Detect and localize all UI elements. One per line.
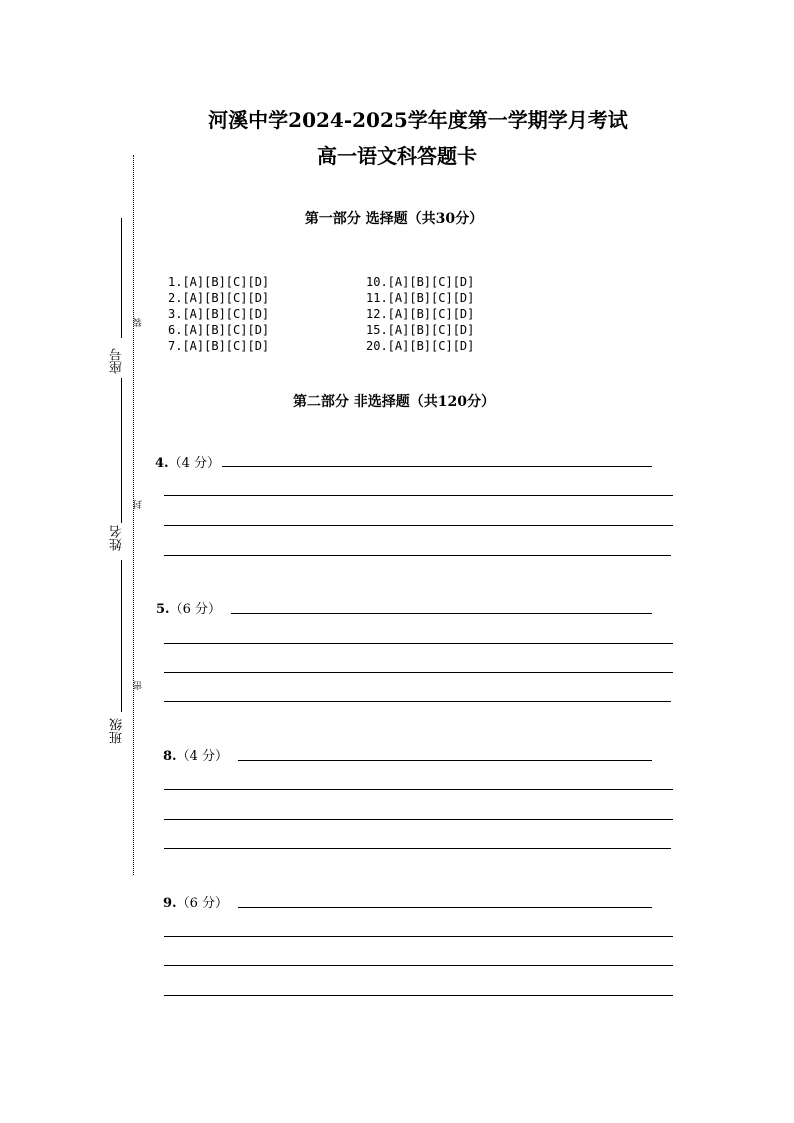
question-label-8	[163, 745, 228, 764]
answer-line[interactable]	[164, 848, 671, 849]
choice-left[interactable]: 1.[A][B][C][D]	[168, 275, 270, 289]
question-number: 4.	[155, 456, 169, 471]
part1-heading: 第一部分 选择题（共30分）	[304, 211, 484, 227]
question-score: （6 分）	[169, 602, 221, 617]
class-label: 班级	[110, 718, 125, 744]
choice-row	[168, 274, 474, 290]
answer-line[interactable]	[164, 525, 673, 526]
answer-line[interactable]	[164, 819, 673, 820]
part2-heading: 第二部分 非选择题（共120分）	[292, 394, 496, 410]
binding-mark-feng: 封	[134, 500, 144, 509]
answer-line[interactable]	[164, 701, 671, 702]
binding-mark-mi: 密	[134, 681, 144, 690]
question-score: （4 分）	[168, 456, 220, 471]
question-label-4	[155, 452, 220, 471]
answer-line[interactable]	[164, 643, 673, 644]
choice-left[interactable]: 6.[A][B][C][D]	[168, 323, 270, 337]
exam-title: 河溪中学2024-2025学年度第一学期学月考试	[208, 108, 628, 132]
question-number: 9.	[163, 896, 177, 911]
question-score: （4 分）	[176, 749, 228, 764]
seat-number-label: 座号	[110, 348, 125, 374]
answer-line[interactable]	[164, 672, 673, 673]
question-number: 8.	[163, 749, 177, 764]
answer-line[interactable]	[164, 965, 673, 966]
answer-line[interactable]	[164, 995, 673, 996]
binding-mark-zhuang: 装	[134, 318, 144, 327]
answer-line[interactable]	[238, 907, 652, 908]
choice-left[interactable]: 7.[A][B][C][D]	[168, 339, 270, 353]
choice-right[interactable]: 10.[A][B][C][D]	[366, 275, 475, 289]
answer-sheet-title: 高一语文科答题卡	[317, 144, 477, 168]
choice-row	[168, 290, 474, 306]
answer-line[interactable]	[164, 936, 673, 937]
choice-right[interactable]: 12.[A][B][C][D]	[366, 307, 475, 321]
choice-left[interactable]: 3.[A][B][C][D]	[168, 307, 270, 321]
answer-line[interactable]	[164, 789, 673, 790]
choice-right[interactable]: 20.[A][B][C][D]	[366, 339, 475, 353]
answer-line[interactable]	[231, 613, 652, 614]
choice-row	[168, 306, 474, 322]
question-label-5	[156, 598, 221, 617]
choice-left[interactable]: 2.[A][B][C][D]	[168, 291, 270, 305]
answer-line[interactable]	[222, 466, 652, 467]
name-field[interactable]	[121, 560, 122, 712]
name-label: 姓名	[110, 525, 125, 551]
question-number: 5.	[156, 602, 170, 617]
question-score: （6 分）	[176, 896, 228, 911]
choice-right[interactable]: 15.[A][B][C][D]	[366, 323, 475, 337]
choice-row	[168, 338, 474, 354]
question-label-9	[163, 892, 228, 911]
choice-row	[168, 322, 474, 338]
choice-grid	[168, 274, 474, 354]
answer-line[interactable]	[238, 760, 652, 761]
answer-line[interactable]	[164, 555, 671, 556]
choice-right[interactable]: 11.[A][B][C][D]	[366, 291, 475, 305]
binding-dotted-line	[133, 155, 134, 875]
answer-line[interactable]	[164, 495, 673, 496]
seat-number-field[interactable]	[121, 218, 122, 338]
